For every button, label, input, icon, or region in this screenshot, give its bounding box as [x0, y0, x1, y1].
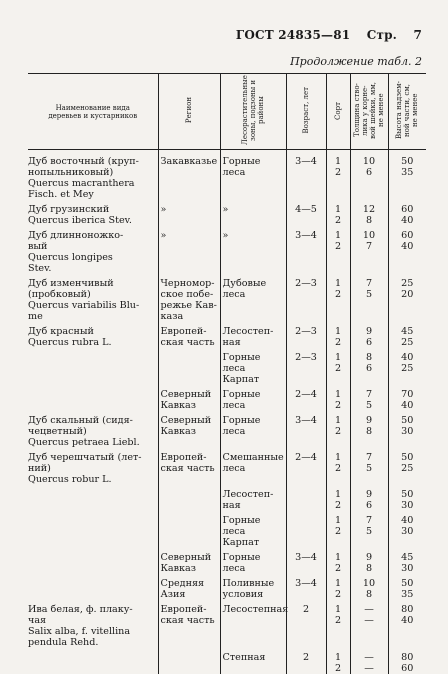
- age-cell: 2—3: [286, 352, 326, 389]
- table-row: [28, 415, 426, 452]
- zone-cell: Дубовые леса: [220, 278, 286, 326]
- grade-cell: 1 2: [326, 278, 350, 326]
- height-cell: 60 40: [388, 204, 426, 230]
- table-row: [28, 578, 426, 604]
- zone-cell: »: [220, 230, 286, 278]
- table-row: [28, 652, 426, 674]
- grade-cell: 1 2: [326, 415, 350, 452]
- age-cell: 3—4: [286, 156, 326, 204]
- thickness-cell: — —: [350, 652, 388, 674]
- age-cell: 2—3: [286, 278, 326, 326]
- species-name-cell: Дуб длинноножко- вый Quercus longipes Stev.: [28, 230, 158, 278]
- region-cell: Северный Кавказ: [158, 415, 220, 452]
- species-name-cell: Дуб скальный (сидя- чецветный) Quercus petraea Liebl.: [28, 415, 158, 452]
- table-row: [28, 230, 426, 278]
- species-name-cell: Дуб восточный (круп- нопыльниковый) Quercus macranthera Fisch. et Mey: [28, 156, 158, 204]
- thickness-cell: 10 7: [350, 230, 388, 278]
- height-cell: 45 30: [388, 552, 426, 578]
- height-cell: 50 30: [388, 415, 426, 452]
- grade-cell: 1 2: [326, 204, 350, 230]
- zone-cell: Поливные условия: [220, 578, 286, 604]
- age-cell: [286, 489, 326, 515]
- species-name-cell: Дуб красный Quercus rubra L.: [28, 326, 158, 352]
- species-name-cell: [28, 578, 158, 604]
- age-cell: 2: [286, 604, 326, 652]
- page-header: [236, 28, 422, 42]
- region-cell: Северный Кавказ: [158, 552, 220, 578]
- thickness-cell: 7 5: [350, 389, 388, 415]
- region-cell: »: [158, 204, 220, 230]
- height-cell: 50 35: [388, 578, 426, 604]
- table-row: [28, 552, 426, 578]
- grade-cell: 1 2: [326, 326, 350, 352]
- zone-cell: Горные леса: [220, 156, 286, 204]
- page-number: 7: [413, 28, 422, 42]
- height-cell: 50 25: [388, 452, 426, 489]
- species-name-cell: Дуб черешчатый (лет- ний) Quercus robur L.: [28, 452, 158, 489]
- page-label: Стр.: [367, 28, 397, 42]
- zone-cell: Горные леса Карпат: [220, 352, 286, 389]
- grade-cell: 1 2: [326, 652, 350, 674]
- zone-cell: Лесостеп- ная: [220, 326, 286, 352]
- zone-cell: Лесостеп- ная: [220, 489, 286, 515]
- column-header-age: Возраст, лет: [286, 74, 326, 150]
- thickness-cell: 9 6: [350, 489, 388, 515]
- zone-cell: »: [220, 204, 286, 230]
- region-cell: Закавказье: [158, 156, 220, 204]
- gost-number: ГОСТ 24835—81: [236, 28, 350, 42]
- region-cell: [158, 515, 220, 552]
- grade-cell: 1 2: [326, 552, 350, 578]
- zone-cell: Горные леса: [220, 415, 286, 452]
- thickness-cell: 10 6: [350, 156, 388, 204]
- height-cell: 40 25: [388, 352, 426, 389]
- table-row: [28, 604, 426, 652]
- region-cell: Европей- ская часть: [158, 326, 220, 352]
- species-name-cell: [28, 552, 158, 578]
- height-cell: 80 60: [388, 652, 426, 674]
- zone-cell: Лесостепная: [220, 604, 286, 652]
- table-row: [28, 326, 426, 352]
- region-cell: [158, 352, 220, 389]
- species-name-cell: [28, 652, 158, 674]
- species-name-cell: Дуб грузинский Quercus iberica Stev.: [28, 204, 158, 230]
- table-row: [28, 204, 426, 230]
- thickness-cell: 10 8: [350, 578, 388, 604]
- column-header-species: Наименование вида деревьев и кустарников: [28, 74, 158, 150]
- height-cell: 60 40: [388, 230, 426, 278]
- species-name-cell: [28, 515, 158, 552]
- table-row: [28, 452, 426, 489]
- age-cell: 2—3: [286, 326, 326, 352]
- table-row: [28, 389, 426, 415]
- region-cell: [158, 489, 220, 515]
- region-cell: Европей- ская часть: [158, 604, 220, 652]
- age-cell: 3—4: [286, 415, 326, 452]
- grade-cell: 1 2: [326, 389, 350, 415]
- age-cell: 4—5: [286, 204, 326, 230]
- thickness-cell: — —: [350, 604, 388, 652]
- grade-cell: 1 2: [326, 489, 350, 515]
- thickness-cell: 7 5: [350, 278, 388, 326]
- region-cell: Европей- ская часть: [158, 452, 220, 489]
- height-cell: 40 30: [388, 515, 426, 552]
- table-row: [28, 489, 426, 515]
- column-header-grade: Сорт: [326, 74, 350, 150]
- table-row: [28, 156, 426, 204]
- column-header-region: Регион: [158, 74, 220, 150]
- height-cell: 50 35: [388, 156, 426, 204]
- height-cell: 25 20: [388, 278, 426, 326]
- height-cell: 45 25: [388, 326, 426, 352]
- thickness-cell: 9 8: [350, 552, 388, 578]
- region-cell: [158, 652, 220, 674]
- grade-cell: 1 2: [326, 230, 350, 278]
- thickness-cell: 9 6: [350, 326, 388, 352]
- table-row: [28, 278, 426, 326]
- table-body: [28, 150, 426, 674]
- thickness-cell: 7 5: [350, 515, 388, 552]
- age-cell: 2: [286, 652, 326, 674]
- table-row: [28, 515, 426, 552]
- zone-cell: Горные леса: [220, 552, 286, 578]
- region-cell: Черномор- ское побе- режье Кав- каза: [158, 278, 220, 326]
- thickness-cell: 12 8: [350, 204, 388, 230]
- region-cell: Северный Кавказ: [158, 389, 220, 415]
- height-cell: 80 40: [388, 604, 426, 652]
- grade-cell: 1 2: [326, 515, 350, 552]
- thickness-cell: 9 8: [350, 415, 388, 452]
- species-name-cell: [28, 352, 158, 389]
- age-cell: 2—4: [286, 389, 326, 415]
- grade-cell: 1 2: [326, 578, 350, 604]
- thickness-cell: 7 5: [350, 452, 388, 489]
- grade-cell: 1 2: [326, 156, 350, 204]
- column-header-zone: Лесорастительные зоны, подзоны и районы: [220, 74, 286, 150]
- height-cell: 50 30: [388, 489, 426, 515]
- zone-cell: Смешанные леса: [220, 452, 286, 489]
- age-cell: 2—4: [286, 452, 326, 489]
- table-row: [28, 352, 426, 389]
- column-header-height: Высота надзем- ной части, см, не менее: [388, 74, 426, 150]
- thickness-cell: 8 6: [350, 352, 388, 389]
- column-header-thickness: Толщина ство- лика у корне- вой шейки, мм, не менее: [350, 74, 388, 150]
- age-cell: 3—4: [286, 552, 326, 578]
- age-cell: 3—4: [286, 230, 326, 278]
- age-cell: 3—4: [286, 578, 326, 604]
- grade-cell: 1 2: [326, 452, 350, 489]
- zone-cell: Степная: [220, 652, 286, 674]
- species-name-cell: [28, 489, 158, 515]
- species-table: [28, 73, 426, 674]
- age-cell: [286, 515, 326, 552]
- region-cell: Средняя Азия: [158, 578, 220, 604]
- height-cell: 70 40: [388, 389, 426, 415]
- species-name-cell: Дуб изменчивый (пробковый) Quercus variabilis Blu- me: [28, 278, 158, 326]
- grade-cell: 1 2: [326, 604, 350, 652]
- table-continuation-label: Продолжение табл. 2: [290, 55, 422, 68]
- table-header-row: [28, 74, 426, 150]
- grade-cell: 1 2: [326, 352, 350, 389]
- species-name-cell: Ива белая, ф. плаку- чая Salix alba, f. vitellina pendula Rehd.: [28, 604, 158, 652]
- region-cell: »: [158, 230, 220, 278]
- zone-cell: Горные леса: [220, 389, 286, 415]
- species-name-cell: [28, 389, 158, 415]
- zone-cell: Горные леса Карпат: [220, 515, 286, 552]
